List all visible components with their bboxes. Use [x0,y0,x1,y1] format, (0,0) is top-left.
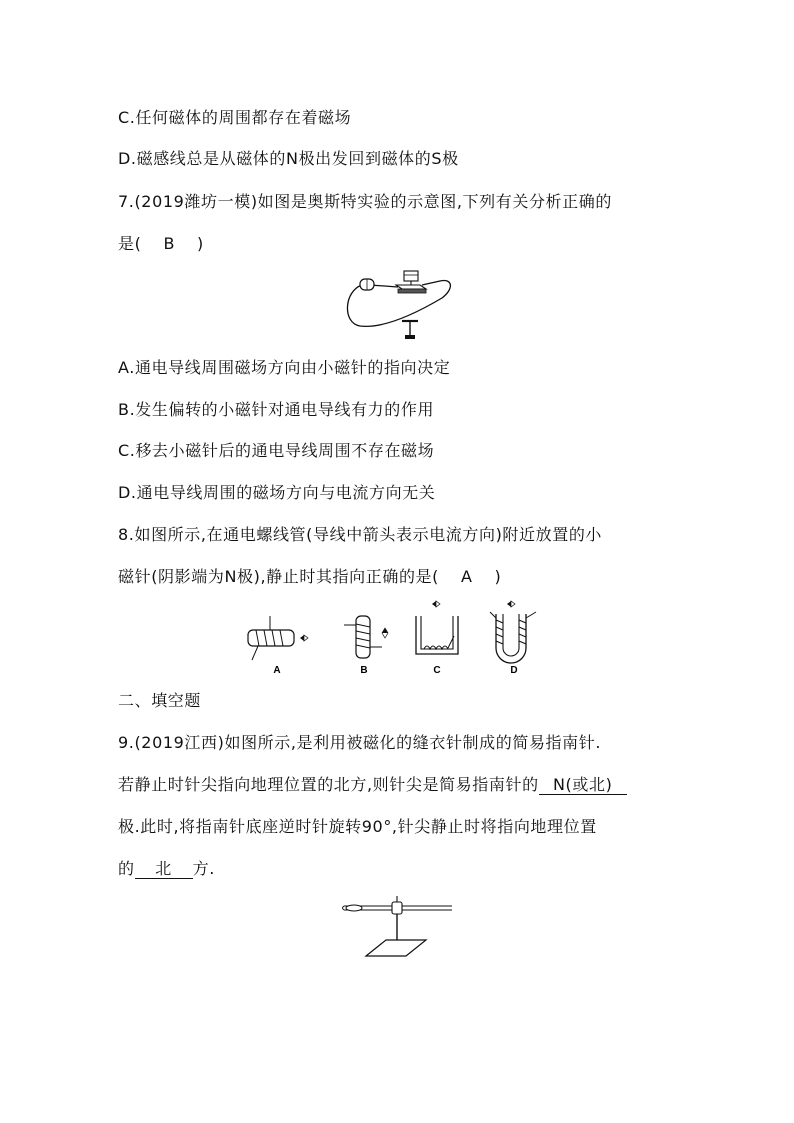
q8-stem-line2: 磁针(阴影端为N极),静止时其指向正确的是( A ) [118,567,502,586]
q8-stem: 8.如图所示,在通电螺线管(导线中箭头表示电流方向)附近放置的小 [118,525,603,544]
compass-needle-icon [402,321,418,339]
q9-answer-2: 北 [135,859,193,879]
q9-compass-needle-figure [340,894,456,964]
figure-c-solenoid [416,601,458,654]
section-title-fill-in: 二、填空题 [118,691,202,710]
q6-option-c: C.任何磁体的周围都存在着磁场 [118,108,352,127]
needle-pivot-icon [392,896,402,944]
figure-label-d: D [510,665,518,676]
q7-stem-line2: 是( B ) [118,234,204,253]
figure-d-solenoid [490,601,536,663]
figure-label-a: A [273,665,281,676]
figure-b-solenoid [344,616,388,658]
q9-line4: 的 北 方. [118,859,215,878]
switch-icon [396,271,426,293]
figure-label-b: B [360,665,368,676]
q7-stem: 7.(2019潍坊一模)如图是奥斯特实验的示意图,下列有关分析正确的 [118,192,612,211]
q8-solenoid-figure [240,598,550,680]
q8-answer: A [460,567,473,586]
q6-option-d: D.磁感线总是从磁体的N极出发回到磁体的S极 [118,149,459,168]
compass-base-plate [366,940,426,956]
q9-line2: 若静止时针尖指向地理位置的北方,则针尖是简易指南针的 N(或北) [118,774,627,796]
q7-option-b: B.发生偏转的小磁针对通电导线有力的作用 [118,400,435,419]
q9-line3: 极.此时,将指南针底座逆时针旋转90°,针尖静止时将指向地理位置 [118,817,597,836]
figure-label-c: C [433,665,441,676]
q7-option-d: D.通电导线周围的磁场方向与电流方向无关 [118,483,436,502]
figure-a-solenoid [248,616,308,660]
q7-answer: B [163,234,176,253]
q7-option-c: C.移去小磁针后的通电导线周围不存在磁场 [118,441,435,460]
q7-option-a: A.通电导线周围磁场方向由小磁针的指向决定 [118,358,451,377]
q9-stem: 9.(2019江西)如图所示,是利用被磁化的缝衣针制成的简易指南针. [118,733,602,752]
q7-oersted-figure [340,263,460,343]
q9-answer-1: N(或北) [539,775,627,795]
